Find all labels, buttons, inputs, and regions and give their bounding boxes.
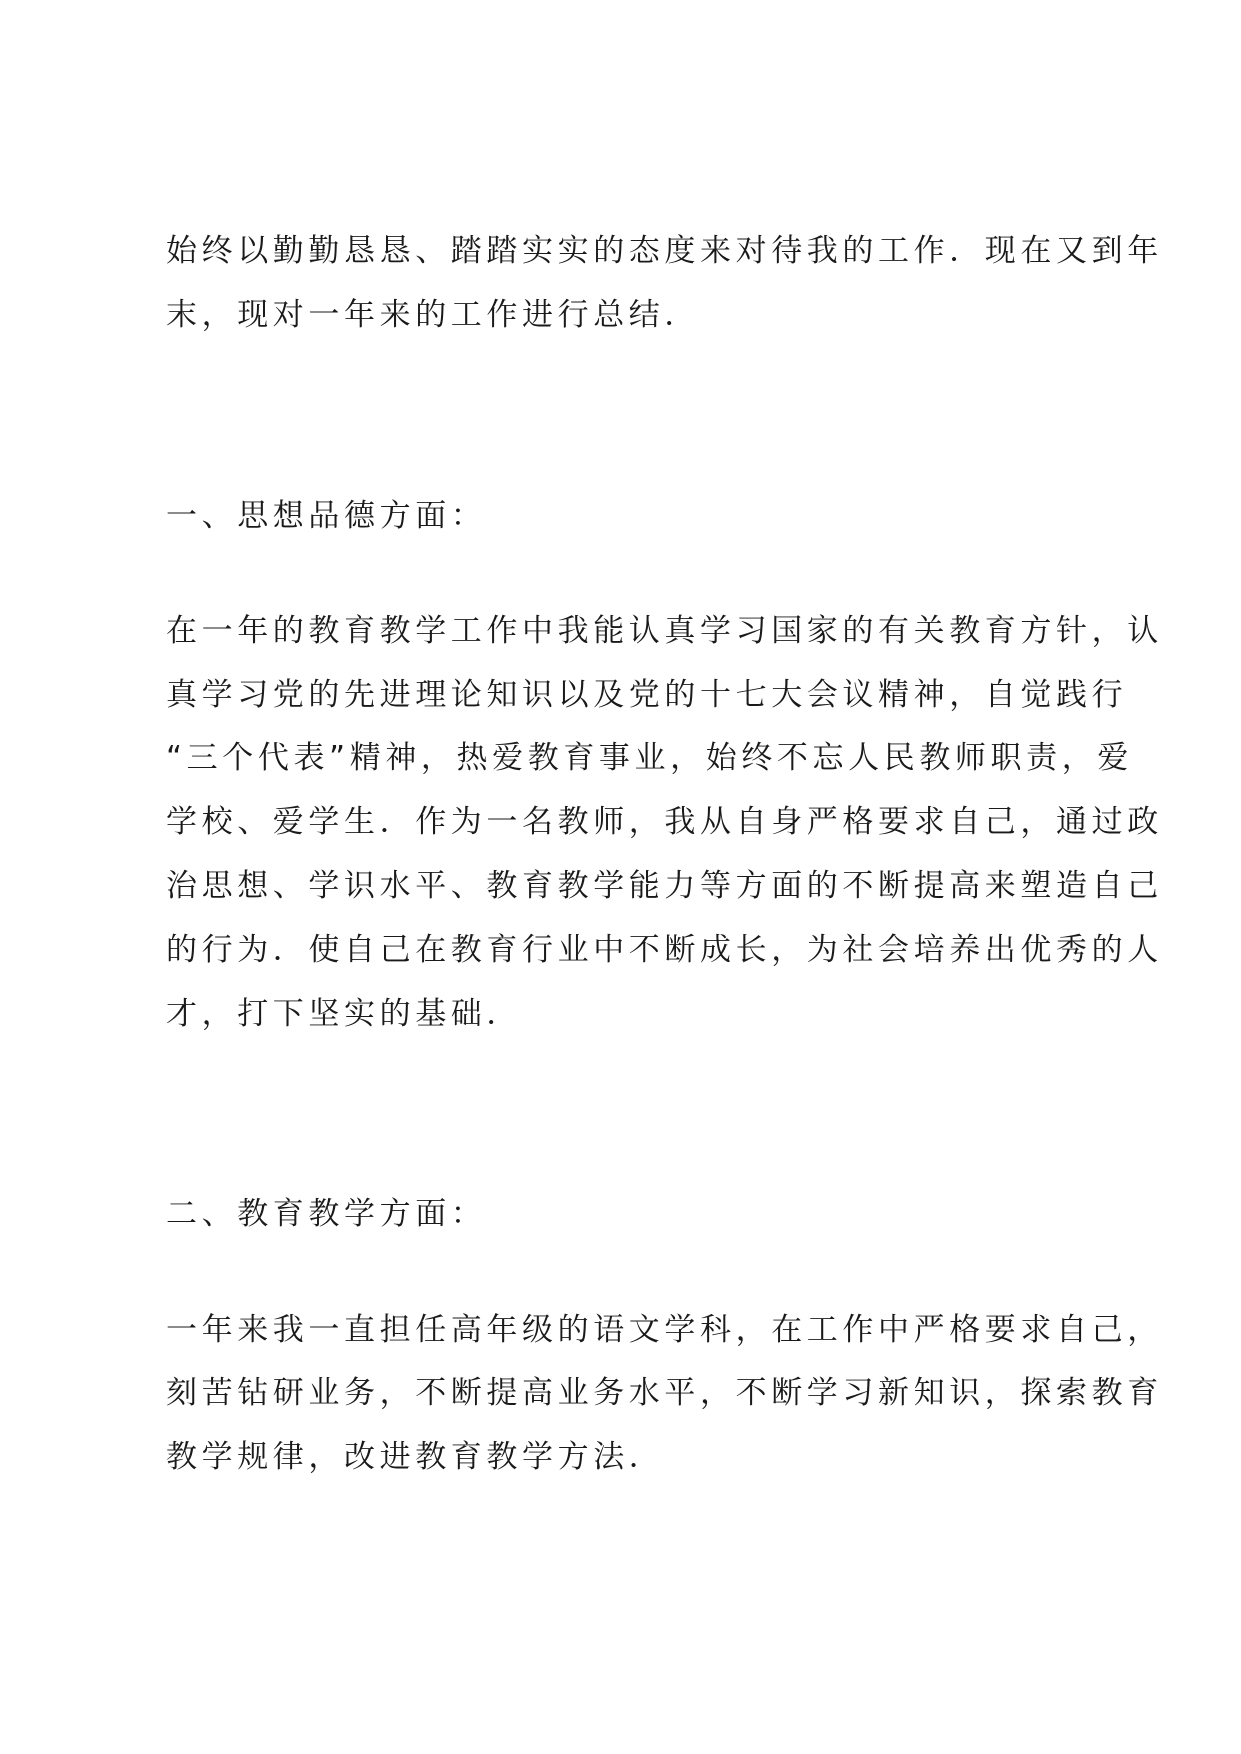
paragraph-2-line-1: 一年来我一直担任高年级的语文学科，在工作中严格要求自己， bbox=[166, 1312, 1163, 1348]
paragraph-1-line-4: 学校、爱学生．作为一名教师，我从自身严格要求自己，通过政 bbox=[166, 804, 1163, 840]
section-heading-1: 一、思想品德方面： bbox=[166, 498, 487, 534]
paragraph-intro-line-2: 末，现对一年来的工作进行总结． bbox=[166, 297, 700, 333]
paragraph-2-line-2: 刻苦钻研业务，不断提高业务水平，不断学习新知识，探索教育 bbox=[166, 1375, 1163, 1411]
paragraph-1-line-6: 的行为．使自己在教育行业中不断成长，为社会培养出优秀的人 bbox=[166, 932, 1163, 968]
paragraph-intro-line-1: 始终以勤勤恳恳、踏踏实实的态度来对待我的工作．现在又到年 bbox=[166, 233, 1163, 269]
paragraph-1-line-1: 在一年的教育教学工作中我能认真学习国家的有关教育方针，认 bbox=[166, 613, 1163, 649]
section-heading-2: 二、教育教学方面： bbox=[166, 1196, 487, 1232]
paragraph-1-line-5: 治思想、学识水平、教育教学能力等方面的不断提高来塑造自己 bbox=[166, 868, 1163, 904]
paragraph-1-line-3: “三个代表”精神，热爱教育事业，始终不忘人民教师职责，爱 bbox=[166, 740, 1133, 776]
paragraph-1-line-2: 真学习党的先进理论知识以及党的十七大会议精神，自觉践行 bbox=[166, 677, 1128, 713]
paragraph-2-line-3: 教学规律，改进教育教学方法． bbox=[166, 1439, 665, 1475]
paragraph-1-line-7: 才，打下坚实的基础． bbox=[166, 996, 522, 1032]
